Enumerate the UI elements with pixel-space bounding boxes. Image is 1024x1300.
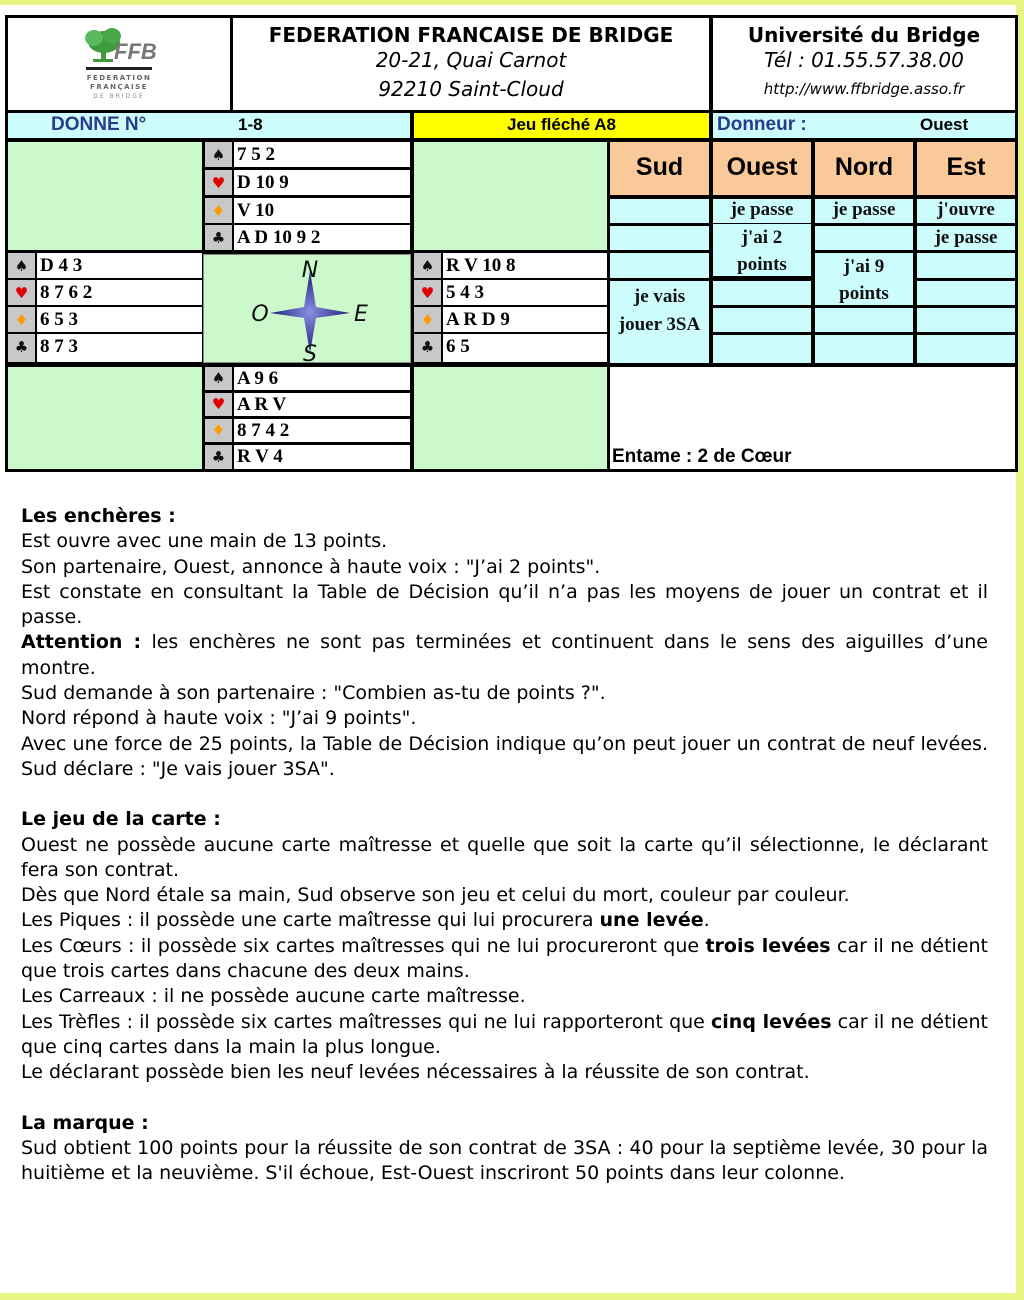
west-hearts: 8 7 6 2 [37, 280, 202, 305]
svg-text:E: E [354, 302, 368, 327]
svg-text:FFB: FFB [114, 39, 157, 64]
paragraph: Les Piques : il possède une carte maîtresse qui lui procurera une levée. [21, 909, 710, 932]
north-diamonds: V 10 [234, 198, 410, 223]
svg-text:FRANÇAISE: FRANÇAISE [90, 83, 148, 91]
compass [203, 254, 411, 363]
bid-cell [610, 199, 709, 223]
website-link[interactable]: http://www.ffbridge.asso.fr [763, 80, 965, 98]
west-spades: D 4 3 [37, 253, 202, 278]
south-diamond-icon: ♦ [205, 419, 232, 442]
east-spade-icon: ♠ [414, 253, 441, 278]
bid-cell [713, 335, 811, 363]
university-title: Université du Bridge [747, 23, 981, 47]
dealer-value: Ouest [920, 115, 969, 134]
east-clubs: 6 5 [443, 334, 607, 362]
north-club-icon: ♣ [205, 225, 232, 250]
paragraph: Nord répond à haute voix : "J’ai 9 points". [21, 707, 417, 730]
east-heart-icon: ♥ [414, 280, 441, 305]
deal-sheet [5, 15, 1018, 472]
ffb-logo [8, 18, 230, 110]
svg-text:DE BRIDGE: DE BRIDGE [93, 93, 145, 100]
bid-header-nord: Nord [815, 142, 913, 195]
bid-header-ouest: Ouest [713, 142, 811, 195]
paragraph: Les Trèfles : il possède six cartes maîtresses qui ne lui rapporteront que cinq levées car il ne détient que cinq cartes dans la main la plus longue. [21, 1010, 988, 1058]
paragraph: Sud obtient 100 points pour la réussite de son contrat de 3SA : 40 pour la septième levée, 30 pour la huitième et la neuvième. S'il échoue, Est-Ouest inscriront 50 points dans leur colonne. [21, 1136, 988, 1185]
bid-cell [815, 335, 913, 363]
dealer-label: Donneur : [717, 114, 807, 135]
bid-cell [713, 308, 811, 332]
paragraph: Dès que Nord étale sa main, Sud observe son jeu et celui du mort, couleur par couleur. [21, 884, 850, 907]
section-title-jeu: Le jeu de la carte : [21, 808, 221, 831]
game-label: Jeu fléché A8 [507, 115, 616, 134]
south-diamonds: 8 7 4 2 [234, 419, 410, 442]
svg-text:O: O [251, 302, 269, 327]
bid-east-pass: je passe [917, 226, 1015, 250]
phone-number: Tél : 01.55.57.38.00 [764, 48, 964, 72]
dealer-cell [713, 113, 1015, 138]
paragraph: Est constate en consultant la Table de Décision qu’il n’a pas les moyens de jouer un contrat et il passe. [21, 580, 988, 629]
paragraph: Les Cœurs : il possède six cartes maîtresses qui ne lui procureront que trois levées car il ne détient que trois cartes dans chacune des deux mains. [21, 934, 988, 983]
bid-cell [713, 281, 811, 305]
north-clubs: A D 10 9 2 [234, 225, 410, 250]
north-east-blank [414, 142, 607, 250]
university-cell [713, 18, 1015, 110]
paragraph: Est ouvre avec une main de 13 points. [21, 530, 388, 553]
bid-east-open: j'ouvre [917, 199, 1015, 223]
east-hearts: 5 4 3 [443, 280, 607, 305]
federation-cell [233, 18, 709, 110]
east-club-icon: ♣ [414, 334, 441, 362]
west-clubs: 8 7 3 [37, 334, 202, 362]
bid-cell [917, 253, 1015, 278]
bid-cell [917, 335, 1015, 363]
east-spades: R V 10 8 [443, 253, 607, 278]
paragraph: Avec une force de 25 points, la Table de Décision indique qu’on peut jouer un contrat de neuf levées. Sud déclare : "Je vais jouer 3SA". [21, 732, 988, 780]
east-diamond-icon: ♦ [414, 307, 441, 332]
paragraph: Sud demande à son partenaire : "Combien as-tu de points ?". [21, 682, 606, 705]
paragraph: Le déclarant possède bien les neuf levées nécessaires à la réussite de son contrat. [21, 1061, 810, 1084]
south-clubs: R V 4 [234, 445, 410, 469]
paragraph: Ouest ne possède aucune carte maîtresse et quelle que soit la carte qu’il sélectionne, le déclarant fera son contrat. [21, 833, 988, 881]
west-heart-icon: ♥ [8, 280, 35, 305]
donne-value: 1-8 [238, 115, 263, 134]
bid-west-2points: j'ai 2 points [713, 224, 811, 276]
section-title-marque: La marque : [21, 1111, 149, 1134]
bid-cell [610, 226, 709, 250]
bid-north-pass: je passe [815, 199, 913, 223]
south-spades: A 9 6 [234, 367, 410, 390]
north-diamond-icon: ♦ [205, 198, 232, 223]
game-label-cell [414, 113, 709, 138]
south-hearts: A R V [234, 393, 410, 416]
paragraph: Attention : les enchères ne sont pas terminées et continuent dans le sens des aiguilles d’une montre. [21, 631, 988, 679]
north-spades: 7 5 2 [234, 142, 410, 167]
paragraph: Les Carreaux : il ne possède aucune carte maîtresse. [21, 985, 526, 1008]
donne-label: DONNE N° [51, 114, 147, 135]
west-diamond-icon: ♦ [8, 307, 35, 332]
svg-text:N: N [301, 258, 319, 283]
svg-text:FEDERATION: FEDERATION [86, 74, 152, 82]
svg-text:S: S [303, 342, 317, 363]
north-spade-icon: ♠ [205, 142, 232, 167]
bid-cell [610, 253, 709, 278]
bid-north-9points: j'ai 9 points [815, 253, 913, 305]
south-heart-icon: ♥ [205, 393, 232, 416]
bid-west-pass: je passe [713, 199, 811, 223]
west-diamonds: 6 5 3 [37, 307, 202, 332]
article [21, 504, 988, 1186]
south-spade-icon: ♠ [205, 367, 232, 390]
bid-cell [917, 308, 1015, 332]
west-club-icon: ♣ [8, 334, 35, 362]
bid-cell [815, 226, 913, 250]
compass-rose-icon [204, 255, 411, 363]
east-diamonds: A R D 9 [443, 307, 607, 332]
west-spade-icon: ♠ [8, 253, 35, 278]
logo-cell [8, 18, 230, 110]
north-west-blank [8, 142, 202, 250]
section-title-encheres: Les enchères : [21, 505, 176, 527]
north-hearts: D 10 9 [234, 170, 410, 195]
donne-cell [8, 113, 410, 138]
bid-south-3sa: je vais jouer 3SA [610, 281, 709, 363]
south-club-icon: ♣ [205, 445, 232, 469]
lead-cell [610, 367, 1015, 469]
address-line-2: 92210 Saint-Cloud [378, 77, 564, 101]
bid-cell [815, 308, 913, 332]
bid-header-est: Est [917, 142, 1015, 195]
paragraph: Son partenaire, Ouest, annonce à haute voix : "J’ai 2 points". [21, 555, 601, 578]
bid-header-sud: Sud [610, 142, 709, 195]
address-line-1: 20-21, Quai Carnot [375, 48, 567, 72]
bid-cell [917, 281, 1015, 305]
south-west-blank [8, 367, 202, 469]
federation-title: FEDERATION FRANCAISE DE BRIDGE [268, 23, 674, 47]
north-heart-icon: ♥ [205, 170, 232, 195]
opening-lead: Entame : 2 de Cœur [612, 446, 792, 467]
south-east-blank [414, 367, 607, 469]
